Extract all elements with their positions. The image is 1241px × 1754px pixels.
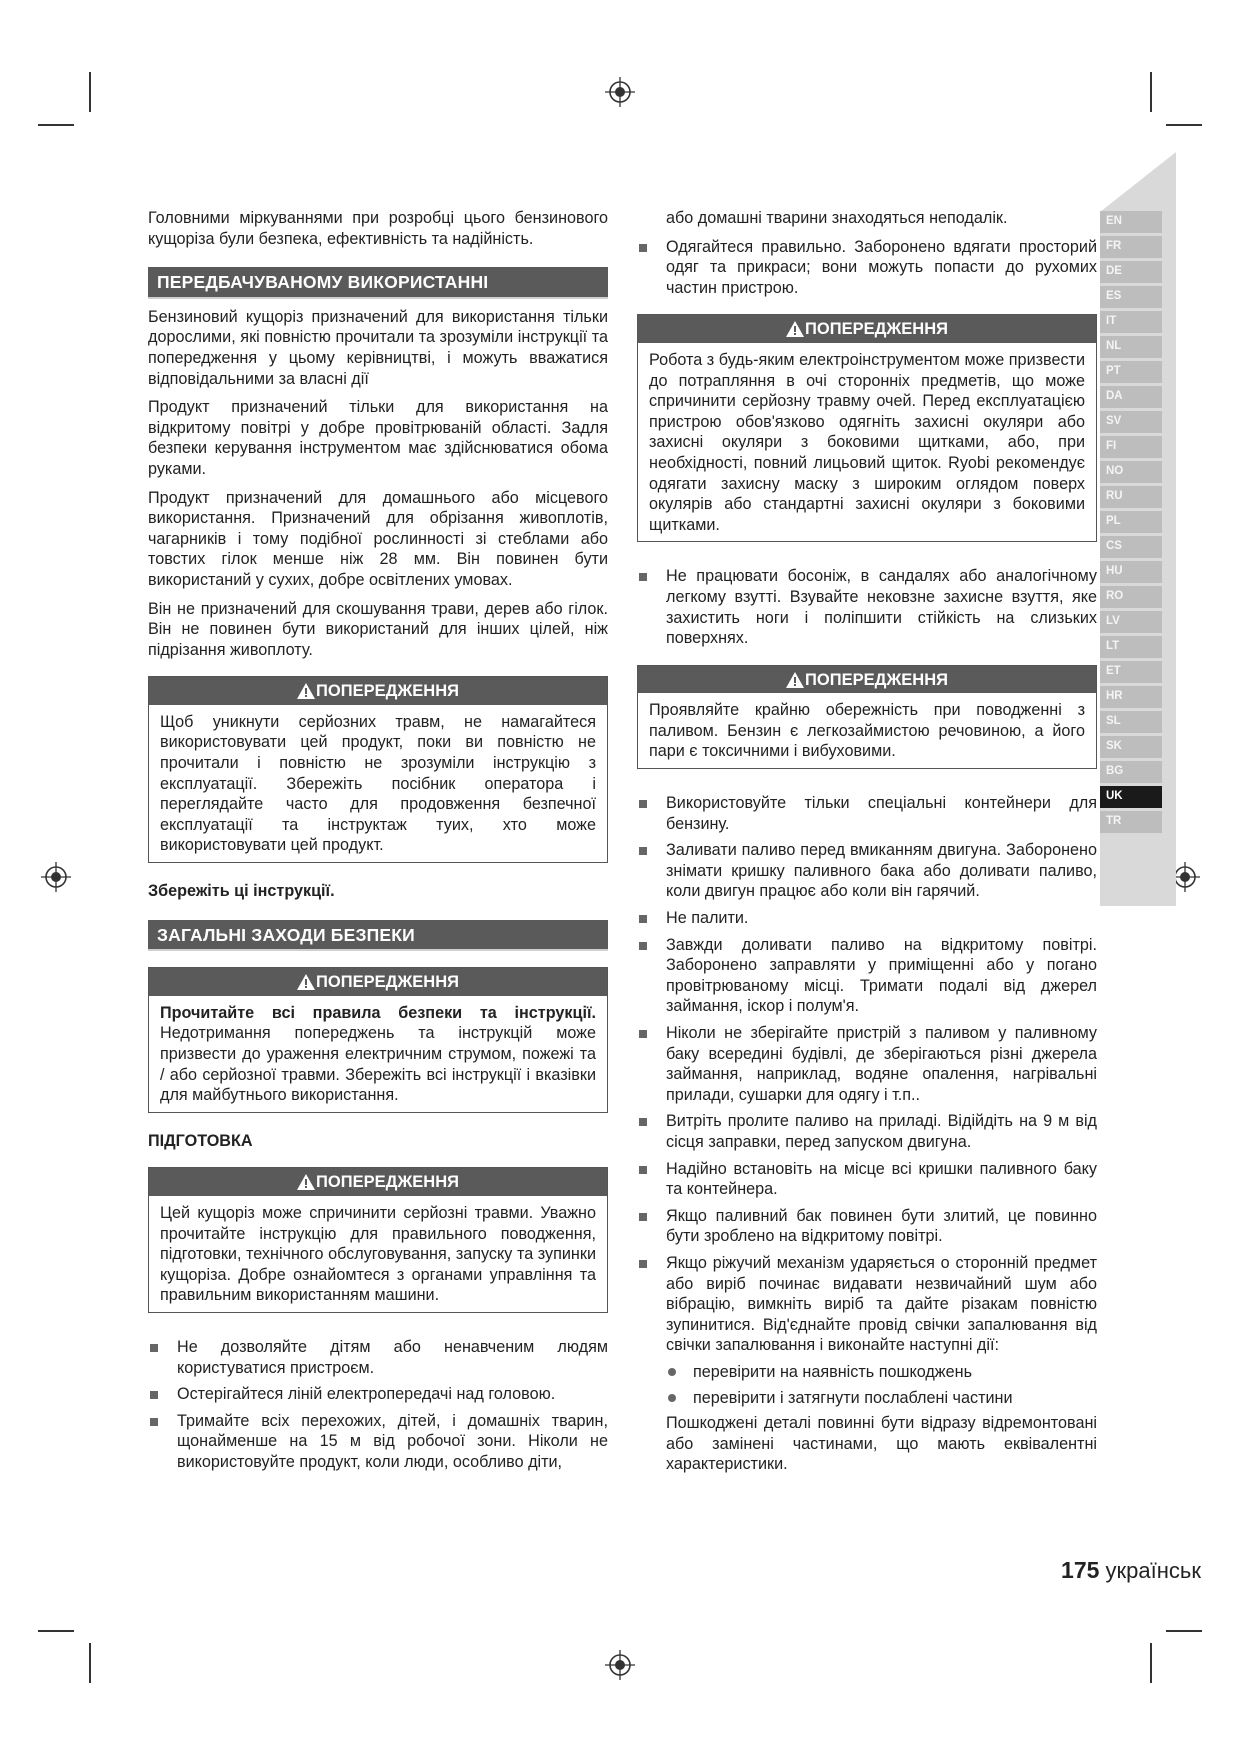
crop-mark [89, 1643, 91, 1683]
warning-icon [786, 321, 804, 337]
registration-mark-icon [605, 77, 635, 107]
warning-text: Робота з будь-яким електроінструментом може призвести до потрапляння в очі сторонніх предметів, що може спричинити серйозну травму очей. Перед експлуатацією пристрою обов'язково одягніть захисні окуляри або захисні окуляри з боковими щитками, або, при необхідності, повний лицьовий щиток. Ryobi рекомендує одягати захисну маску з широким оглядом поверх окулярів або стандартні захисні окуляри з боковими щитками. [649, 350, 1085, 534]
page-number: 175 [1061, 1557, 1100, 1583]
language-tab-bg[interactable]: BG [1100, 761, 1162, 783]
warning-text: Щоб уникнути серйозних травм, не намагайтеся використовувати цей продукт, поки ви повністю не прочитали і повністю не зрозуміли інструкцію з експлуатації. Збережіть посібник оператора і переглядайте часто для продовження безпечної експлуатації та інструктаж туих, хто може використовувати цей продукт. [160, 712, 596, 855]
sub-list-item: перевірити на наявність пошкоджень [637, 1362, 1097, 1383]
sub-list-item: перевірити і затягнути послаблені частини [637, 1388, 1097, 1409]
warning-title: ПОПЕРЕДЖЕННЯ [149, 1168, 607, 1196]
language-tab-ro[interactable]: RO [1100, 586, 1162, 608]
language-tab-sv[interactable]: SV [1100, 411, 1162, 433]
language-tab-sk[interactable]: SK [1100, 736, 1162, 758]
list-item: Ніколи не зберігайте пристрій з паливом у паливному баку всередині будівлі, де зберігаються різні джерела займання, наприклад, водяне опалення, нагрівальні прилади, сушарки для одягу і т.п.. [637, 1023, 1097, 1105]
language-tab-nl[interactable]: NL [1100, 336, 1162, 358]
language-tab-pl[interactable]: PL [1100, 511, 1162, 533]
crop-mark [89, 72, 91, 112]
warning-icon [786, 672, 804, 688]
section-heading-intended-use: ПЕРЕДБАЧУВАНОМУ ВИКОРИСТАННІ [148, 267, 608, 299]
language-tab-uk[interactable]: UK [1100, 786, 1162, 808]
closing-paragraph: Пошкоджені деталі повинні бути відразу відремонтовані або замінені частинами, що мають еквівалентні характеристики. [666, 1414, 1097, 1474]
language-tab-en[interactable]: EN [1100, 211, 1162, 233]
list-item: Не палити. [637, 908, 1097, 929]
warning-title: ПОПЕРЕДЖЕННЯ [638, 315, 1096, 343]
language-tab-fi[interactable]: FI [1100, 436, 1162, 458]
bullet-list [637, 237, 1097, 299]
language-tab-lt[interactable]: LT [1100, 636, 1162, 658]
warning-text: Недотримання попереджень та інструкцій може призвести до ураження електричним струмом, пожежі та / або серйозної травми. Збережіть всі інструкції і вказівки для майбутнього використання. [160, 1024, 596, 1105]
warning-text: Проявляйте крайню обережність при поводженні з паливом. Бензин є легкозаймистою речовиною, а його пари є токсичними і вибуховими. [649, 701, 1085, 761]
left-column [148, 208, 608, 1479]
list-item: Одягайтеся правильно. Заборонено вдягати просторий одяг та прикраси; вони можуть попасти до рухомих частин пристрою. [637, 237, 1097, 299]
language-tab-cs[interactable]: CS [1100, 536, 1162, 558]
list-item: Не дозволяйте дітям або ненавченим людям користуватися пристроєм. [148, 1337, 608, 1378]
language-tab-es[interactable]: ES [1100, 286, 1162, 308]
crop-mark [1150, 72, 1152, 112]
crop-mark [38, 1630, 74, 1632]
continuation-text: або домашні тварини знаходяться неподалік. [666, 209, 1008, 227]
language-tab-de[interactable]: DE [1100, 261, 1162, 283]
paragraph: Він не призначений для скошування трави, дерев або гілок. Він не повинен бути використаний для інших цілей, ніж підрізання живоплоту. [148, 599, 608, 659]
warning-box [637, 314, 1097, 542]
language-tab-ru[interactable]: RU [1100, 486, 1162, 508]
paragraph: Бензиновий кущоріз призначений для використання тільки дорослими, які повністю прочитали та зрозуміли інструкції та попередження у цьому керівництві, і можуть вважатися відповідальними за власні дії [148, 307, 608, 388]
warning-box [637, 665, 1097, 769]
registration-mark-icon [605, 1650, 635, 1680]
bullet-list [637, 566, 1097, 648]
intro-paragraph: Головними міркуваннями при розробці цього бензинового кущоріза були безпека, ефективність та надійність. [148, 209, 608, 248]
footer-language-label: українськ [1105, 1558, 1201, 1583]
bullet-list [637, 793, 1097, 1356]
language-tab-da[interactable]: DA [1100, 386, 1162, 408]
language-tab-hr[interactable]: HR [1100, 686, 1162, 708]
warning-icon [297, 1174, 315, 1190]
page-footer [1061, 1557, 1201, 1584]
warning-title: ПОПЕРЕДЖЕННЯ [149, 968, 607, 996]
language-tab-it[interactable]: IT [1100, 311, 1162, 333]
list-item: Тримайте всіх перехожих, дітей, і домашніх тварин, щонайменше на 15 м від робочої зони. Ніколи не використовуйте продукт, коли люди, особливо діти, [148, 1411, 608, 1473]
language-tab-et[interactable]: ET [1100, 661, 1162, 683]
bullet-list [148, 1337, 608, 1473]
list-item: Надійно встановіть на місце всі кришки паливного баку та контейнера. [637, 1159, 1097, 1200]
subsection-heading-preparation: ПІДГОТОВКА [148, 1131, 253, 1150]
warning-box [148, 967, 608, 1113]
paragraph: Продукт призначений тільки для використання на відкритому повітрі у добре провітрюваній області. Задля безпеки керування інструментом має здійснюватися обома руками. [148, 398, 608, 478]
crop-mark [1166, 1630, 1202, 1632]
list-item: Якщо паливний бак повинен бути злитий, це повинно бути зроблено на відкритому повітрі. [637, 1206, 1097, 1247]
language-tabs [1100, 211, 1162, 836]
crop-mark [1150, 1643, 1152, 1683]
warning-icon [297, 683, 315, 699]
save-instructions: Збережіть ці інструкції. [148, 882, 335, 901]
list-item: Якщо ріжучий механізм ударяється о сторонній предмет або виріб починає видавати незвичайний шум або вібрацію, вимкніть виріб та дайте різакам повністю зупинитися. Від'єднайте провід свічки запалювання від свічки запалювання і виконайте наступні дії: [637, 1253, 1097, 1356]
sub-bullet-list [637, 1362, 1097, 1408]
list-item: Остерігайтеся ліній електропередачі над головою. [148, 1384, 608, 1405]
list-item: Не працювати босоніж, в сандалях або аналогічному легкому взутті. Взувайте нековзне захисне взуття, яке захистить ноги і поліпшити стійкість на слизьких поверхнях. [637, 566, 1097, 648]
language-tab-lv[interactable]: LV [1100, 611, 1162, 633]
crop-mark [38, 124, 74, 126]
language-tab-sl[interactable]: SL [1100, 711, 1162, 733]
list-item: Використовуйте тільки спеціальні контейнери для бензину. [637, 793, 1097, 834]
warning-text: Цей кущоріз може спричинити серйозні травми. Уважно прочитайте інструкцію для правильного поводження, підготовки, технічного обслуговування, запуску та зупинки кущоріза. Добре ознайомтеся з органами управління та правильним використанням машини. [160, 1203, 596, 1305]
section-heading-general-safety: ЗАГАЛЬНІ ЗАХОДИ БЕЗПЕКИ [148, 920, 608, 952]
paragraph: Продукт призначений для домашнього або місцевого використання. Призначений для обрізання живоплотів, чагарників і тому подібної рослинності зі стеблами або товстих гілок менше ніж 28 мм. Він повинен бути використаний у сухих, добре освітлених умовах. [148, 488, 608, 589]
crop-mark [1166, 124, 1202, 126]
registration-mark-icon [41, 862, 71, 892]
language-tab-fr[interactable]: FR [1100, 236, 1162, 258]
language-tab-hu[interactable]: HU [1100, 561, 1162, 583]
warning-title: ПОПЕРЕДЖЕННЯ [638, 666, 1096, 694]
language-tab-tr[interactable]: TR [1100, 811, 1162, 833]
warning-icon [297, 974, 315, 990]
warning-box [148, 1167, 608, 1313]
warning-title: ПОПЕРЕДЖЕННЯ [149, 677, 607, 705]
list-item: Витріть пролите паливо на приладі. Відійдіть на 9 м від сісця заправки, перед запуском двигуна. [637, 1111, 1097, 1152]
language-tab-no[interactable]: NO [1100, 461, 1162, 483]
language-tab-pt[interactable]: PT [1100, 361, 1162, 383]
list-item: Завжди доливати паливо на відкритому повітрі. Заборонено заправляти у приміщенні або у погано провітрюваному місці. Тримати подалі від джерел займання, іскор і полум'я. [637, 935, 1097, 1017]
right-column [637, 208, 1097, 1483]
warning-box [148, 676, 608, 863]
warning-bold-text: Прочитайте всі правила безпеки та інструкції. [160, 1003, 596, 1022]
list-item: Заливати паливо перед вмиканням двигуна. Заборонено знімати кришку паливного бака або доливати паливо, коли двигун працює або коли він гарячий. [637, 840, 1097, 902]
